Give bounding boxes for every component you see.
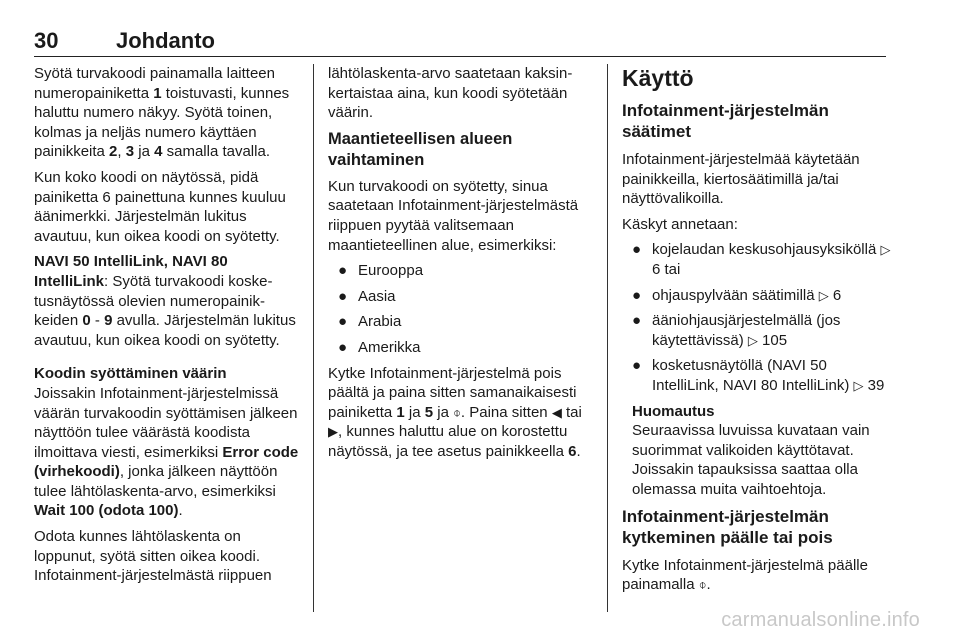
paragraph: Kun koko koodi on näytössä, pidä painiketta 6 painettuna kunnes kuuluu äänimerkki. Järjestelmän lukitus avautuu, kun oikea koodi on syötetty. bbox=[34, 168, 286, 245]
paragraph: lähtölaskenta-arvo saatetaan kaksinkertaistaa aina, kun koodi syötetään väärin. bbox=[328, 65, 573, 122]
bullet-icon: ● bbox=[338, 262, 348, 280]
heading-controls: Infotainment-järjestelmän säätimet bbox=[622, 101, 829, 141]
arrow-left-icon: ◀ bbox=[551, 404, 562, 420]
list-item: ● Eurooppa bbox=[338, 262, 424, 280]
column-2 bbox=[328, 64, 598, 468]
region-list bbox=[328, 261, 598, 357]
heading-power: Infotainment-järjestelmän kytkeminen päälle tai pois bbox=[622, 506, 833, 547]
power-icon: ⌽ bbox=[453, 404, 461, 420]
page-number: 30 bbox=[34, 28, 59, 53]
paragraph: Infotainment-järjestelmää käytetään painikkeilla, kiertosäätimillä ja/tai näyttövalikoilla. bbox=[622, 151, 860, 208]
list-item: ● kojelaudan keskusohjausyksiköllä ▷ 6 tai bbox=[632, 241, 891, 278]
paragraph: Käskyt annetaan: bbox=[622, 215, 738, 233]
page-reference-icon: ▷ bbox=[818, 287, 829, 303]
power-icon: ⌽ bbox=[698, 577, 707, 593]
paragraph: Kytke Infotainment-järjestelmä pois päältä ja paina sitten samanaikaisesti painiketta 1 ja 5 ja ⌽. Paina sitten ◀ tai ▶, kunnes haluttu alue on korostettu näytössä, ja tee asetus painikkeella 6. bbox=[328, 364, 582, 460]
bullet-icon: ● bbox=[632, 312, 642, 330]
bullet-icon: ● bbox=[338, 287, 348, 305]
section-title: Johdanto bbox=[116, 28, 215, 53]
note-text: Seuraavissa luvuissa kuvataan vain suorimmat valikoiden käyttötavat. Joissakin tapauksissa saattaa olla olemassa muita vaihtoehtoja. bbox=[632, 422, 870, 498]
list-item: ● Amerikka bbox=[338, 338, 421, 356]
control-list bbox=[622, 240, 892, 395]
paragraph: Syötä turvakoodi painamalla laitteen numeropainiketta 1 toistuvasti, kunnes haluttu numero näkyy. Syötä toinen, kolmas ja neljäs numero käyttäen painikkeita 2, 3 ja 4 samalla tavalla. bbox=[34, 65, 290, 161]
heading-usage: Käyttö bbox=[622, 65, 694, 91]
column-3 bbox=[622, 64, 892, 601]
subheading-wrong-code: Koodin syöttäminen väärin bbox=[34, 365, 227, 383]
paragraph: Kytke Infotainment-järjestelmä päälle painamalla ⌽. bbox=[622, 556, 868, 594]
bullet-icon: ● bbox=[632, 357, 642, 375]
list-item: ● Arabia bbox=[338, 313, 402, 331]
page-reference-icon: ▷ bbox=[747, 332, 758, 348]
page-reference-icon: ▷ bbox=[853, 377, 864, 393]
paragraph: Odota kunnes lähtölaskenta on loppunut, syötä sitten oikea koodi. Infotainment-järjestelmästä riippuen bbox=[34, 528, 272, 585]
paragraph: NAVI 50 IntelliLink, NAVI 80 IntelliLink: Syötä turvakoodi kosketusnäytössä olevien numeropainikkeiden 0 - 9 avulla. Järjestelmän lukitus avautuu, kun oikea koodi on syötetty. bbox=[34, 253, 296, 349]
bullet-icon: ● bbox=[632, 241, 642, 259]
page-reference-icon: ▷ bbox=[880, 242, 891, 258]
note-box bbox=[632, 402, 892, 500]
bullet-icon: ● bbox=[338, 313, 348, 331]
arrow-right-icon: ▶ bbox=[328, 424, 338, 440]
paragraph: Joissakin Infotainment-järjestelmissä väärän turvakoodin syöttämisen jälkeen näyttöön tulee väärästä koodista ilmoittava viesti, esimerkiksi Error code (virhekoodi), jonka jälkeen näyttöön tulee lähtölaskenta-arvo, esimerkiksi Wait 100 (odota 100). bbox=[34, 384, 299, 520]
paragraph: Kun turvakoodi on syötetty, sinua saatetaan Infotainment-järjestelmästä riippuen pyytää valitsemaan maantieteellinen alue, esimerkiksi: bbox=[328, 177, 579, 254]
list-item: ● ohjauspylvään säätimillä ▷ 6 bbox=[632, 286, 842, 304]
list-item: ● ääniohjausjärjestelmällä (jos käytettävissä) ▷ 105 bbox=[632, 312, 841, 349]
list-item: ● kosketusnäytöllä (NAVI 50 IntelliLink, NAVI 80 IntelliLink) ▷ 39 bbox=[632, 357, 885, 394]
column-divider bbox=[313, 64, 314, 612]
list-item: ● Aasia bbox=[338, 287, 396, 305]
heading-region-change: Maantieteellisen alueen vaihtaminen bbox=[328, 129, 513, 169]
bullet-icon: ● bbox=[338, 338, 348, 356]
note-title: Huomautus bbox=[632, 402, 715, 420]
column-divider bbox=[607, 64, 608, 612]
bullet-icon: ● bbox=[632, 286, 642, 304]
column-1 bbox=[34, 64, 302, 592]
watermark: carmanualsonline.info bbox=[721, 609, 920, 631]
page-header bbox=[34, 28, 886, 57]
